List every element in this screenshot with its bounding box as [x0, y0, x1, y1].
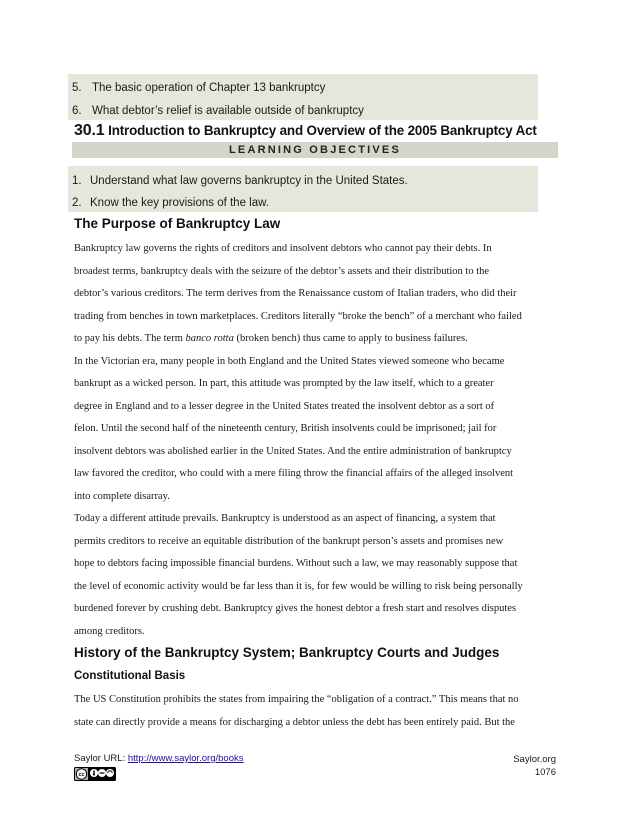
italic-term: banco rotta — [185, 333, 234, 344]
paragraph-line: Bankruptcy law governs the rights of creditors and insolvent debtors who cannot pay their debts. In — [74, 243, 492, 254]
heading-history: History of the Bankruptcy System; Bankruptcy Courts and Judges — [74, 645, 500, 660]
list-item: 6. What debtor’s relief is available outside of bankruptcy — [72, 105, 364, 117]
saylor-books-link[interactable]: http://www.saylor.org/books — [127, 753, 244, 764]
page-number: 1076 — [534, 767, 556, 778]
learning-objectives-header: LEARNING OBJECTIVES — [72, 142, 558, 158]
paragraph-line: In the Victorian era, many people in both England and the United States viewed someone who became — [74, 356, 505, 367]
paragraph-line: insolvent debtors was abolished earlier in the United States. And the entire administration of bankruptcy — [74, 446, 512, 457]
paragraph-line: Today a different attitude prevails. Bankruptcy is understood as an aspect of financing, a system that — [74, 513, 496, 524]
paragraph-line: into complete disarray. — [74, 491, 170, 502]
paragraph-line: degree in England and to a lesser degree in the United States treated the insolvent debtor as a sort of — [74, 401, 495, 412]
paragraph-line: burdened forever by crushing debt. Bankruptcy gives the honest debtor a fresh start and resolves disputes — [74, 603, 517, 614]
paragraph-line: broadest terms, bankruptcy deals with the seizure of the debtor’s assets and their distribution to the — [74, 266, 490, 277]
heading-constitutional-basis: Constitutional Basis — [74, 670, 186, 682]
paragraph-line: among creditors. — [74, 626, 145, 637]
section-title — [74, 122, 537, 140]
svg-text:cc: cc — [78, 772, 85, 779]
paragraph-line: permits creditors to receive an equitable distribution of the bankrupt person’s assets and promises new — [74, 536, 504, 547]
paragraph-line: state can directly provide a means for discharging a debtor unless the debt has been entirely paid. But the — [74, 717, 515, 728]
paragraph-line: to pay his debts. The term banco rotta (broken bench) thus came to apply to business failures. — [74, 333, 468, 344]
list-item: 1. Understand what law governs bankruptcy in the United States. — [72, 175, 408, 187]
section-title-text: Introduction to Bankruptcy and Overview of the 2005 Bankruptcy Act — [104, 123, 537, 138]
paragraph-line: law favored the creditor, who could with a mere filing throw the financial affairs of the alleged insolvent — [74, 468, 514, 479]
footer-source: Saylor URL: http://www.saylor.org/books — [74, 753, 244, 764]
footer-page-info — [513, 753, 556, 779]
paragraph-line: debtor’s various creditors. The term derives from the Renaissance custom of Italian traders, who did their — [74, 288, 517, 299]
paragraph-line: hope to debtors facing impossible financial burdens. Without such a law, we may reasonably suppose that — [74, 558, 518, 569]
paragraph-line: bankrupt as a wicked person. In part, this attitude was prompted by the law itself, which to a greater — [74, 378, 494, 389]
section-number: 30.1 — [74, 122, 105, 139]
footer-site: Saylor.org — [513, 754, 556, 765]
paragraph-line: felon. Until the second half of the nineteenth century, British insolvents could be imprisoned; jail for — [74, 423, 497, 434]
paragraph-line: trading from benches in town marketplaces. Creditors literally “broke the bench” of a merchant who failed — [74, 311, 522, 322]
list-item: 2. Know the key provisions of the law. — [72, 197, 269, 209]
paragraph-line: the level of economic activity would be far less than it is, for few would be willing to risk being personally — [74, 581, 523, 592]
creative-commons-by-icon — [74, 767, 116, 781]
list-item: 5. The basic operation of Chapter 13 bankruptcy — [72, 82, 326, 94]
paragraph-line: The US Constitution prohibits the states from impairing the “obligation of a contract.” This means that no — [74, 694, 519, 705]
heading-purpose: The Purpose of Bankruptcy Law — [74, 216, 281, 231]
